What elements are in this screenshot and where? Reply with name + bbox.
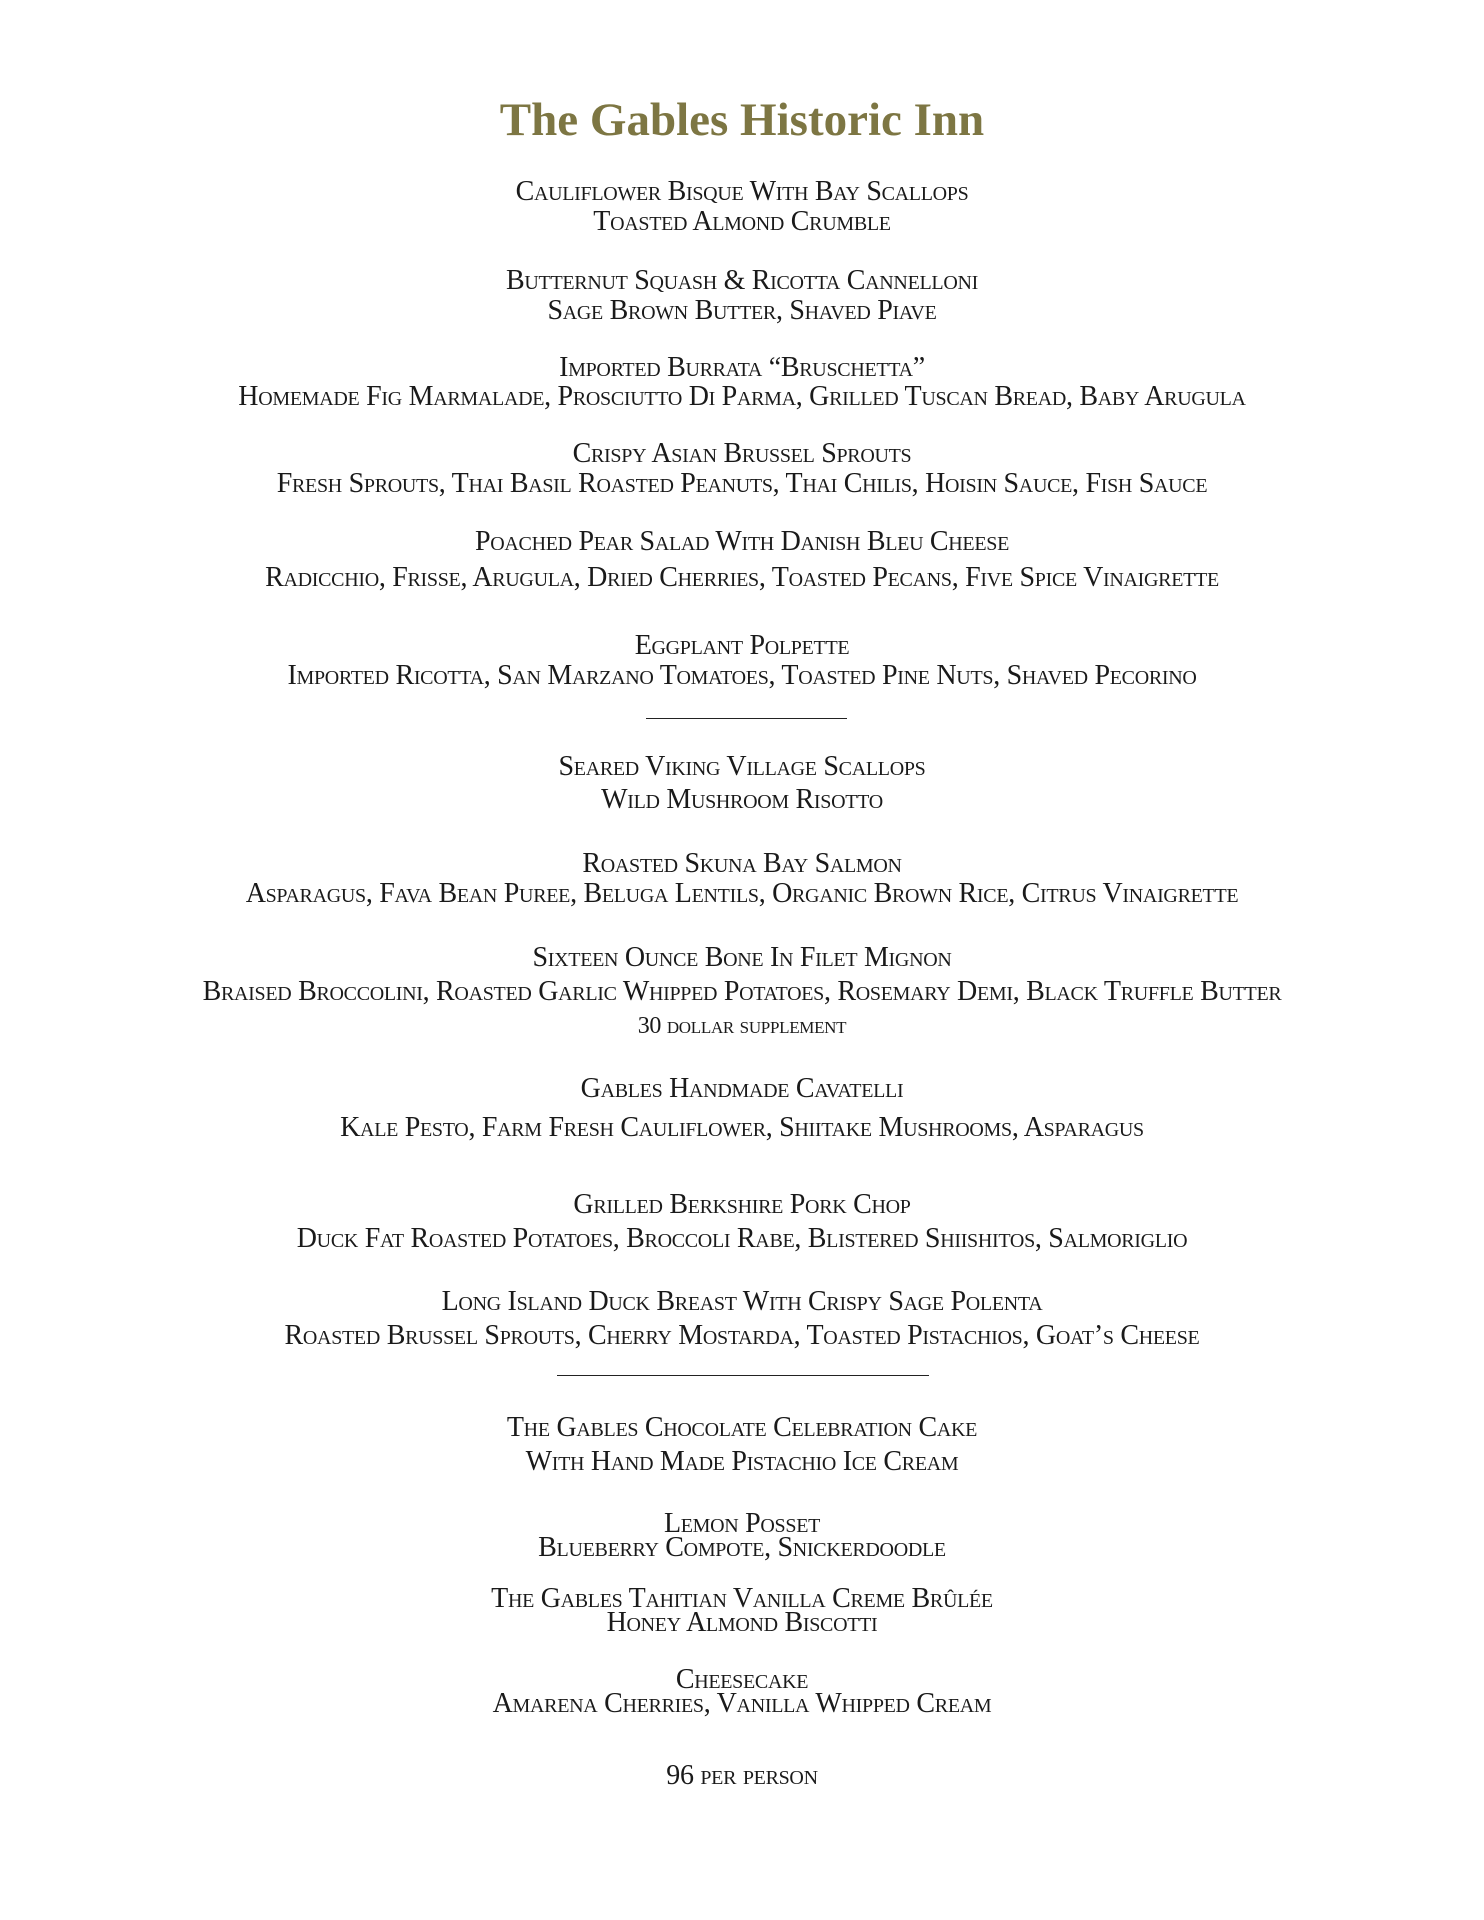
dish-description: Sage Brown Butter, Shaved Piave: [547, 295, 937, 326]
dish-name: Seared Viking Village Scallops: [558, 751, 926, 782]
price-per-person: 96 per person: [666, 1760, 818, 1791]
supplement-note: 30 dollar supplement: [637, 1013, 847, 1039]
dish-description: Imported Ricotta, San Marzano Tomatoes, Toasted Pine Nuts, Shaved Pecorino: [287, 660, 1197, 691]
dish-name: Poached Pear Salad With Danish Bleu Cheese: [474, 526, 1010, 557]
dish-description: Blueberry Compote, Snickerdoodle: [538, 1532, 946, 1563]
dish-name: Sixteen Ounce Bone In Filet Mignon: [532, 942, 952, 973]
dish-description: Honey Almond Biscotti: [606, 1607, 878, 1638]
dish-name: Gables Handmade Cavatelli: [580, 1073, 904, 1104]
dish-name: The Gables Tahitian Vanilla Creme Brûlée: [491, 1583, 993, 1614]
dish-description: Roasted Brussel Sprouts, Cherry Mostarda, Toasted Pistachios, Goat’s Cheese: [284, 1320, 1200, 1351]
dish-description: Wild Mushroom Risotto: [601, 784, 883, 815]
dish-description: Asparagus, Fava Bean Puree, Beluga Lentils, Organic Brown Rice, Citrus Vinaigrette: [245, 878, 1239, 909]
dish-description: Duck Fat Roasted Potatoes, Broccoli Rabe, Blistered Shiishitos, Salmoriglio: [296, 1223, 1188, 1254]
dish-description: Braised Broccolini, Roasted Garlic Whipped Potatoes, Rosemary Demi, Black Truffle Butter: [202, 976, 1282, 1007]
dish-name: The Gables Chocolate Celebration Cake: [506, 1412, 978, 1443]
dish-name: Crispy Asian Brussel Sprouts: [572, 438, 912, 469]
dish-name: Cauliflower Bisque With Bay Scallops: [515, 176, 969, 207]
dish-name: Roasted Skuna Bay Salmon: [582, 848, 902, 879]
dish-description: Amarena Cherries, Vanilla Whipped Cream: [492, 1688, 992, 1719]
dish-description: Homemade Fig Marmalade, Prosciutto Di Parma, Grilled Tuscan Bread, Baby Arugula: [238, 381, 1246, 412]
dish-name: Lemon Posset: [663, 1508, 821, 1539]
dish-description: Radicchio, Frisse, Arugula, Dried Cherries, Toasted Pecans, Five Spice Vinaigrette: [265, 562, 1219, 593]
dish-name: Butternut Squash & Ricotta Cannelloni: [506, 265, 978, 296]
dish-description: Kale Pesto, Farm Fresh Cauliflower, Shiitake Mushrooms, Asparagus: [340, 1112, 1144, 1143]
dish-description: Fresh Sprouts, Thai Basil Roasted Peanuts, Thai Chilis, Hoisin Sauce, Fish Sauce: [276, 468, 1208, 499]
dish-name: Long Island Duck Breast With Crispy Sage Polenta: [441, 1286, 1043, 1317]
page-title: The Gables Historic Inn: [499, 94, 985, 146]
dish-name: Eggplant Polpette: [634, 630, 850, 661]
section-divider: [646, 718, 847, 719]
dish-name: Cheesecake: [675, 1664, 809, 1695]
section-divider: [557, 1375, 929, 1376]
dish-description: With Hand Made Pistachio Ice Cream: [525, 1446, 959, 1477]
dish-name: Imported Burrata “Bruschetta”: [559, 352, 925, 383]
dish-description: Toasted Almond Crumble: [593, 206, 891, 237]
dish-name: Grilled Berkshire Pork Chop: [573, 1189, 911, 1220]
